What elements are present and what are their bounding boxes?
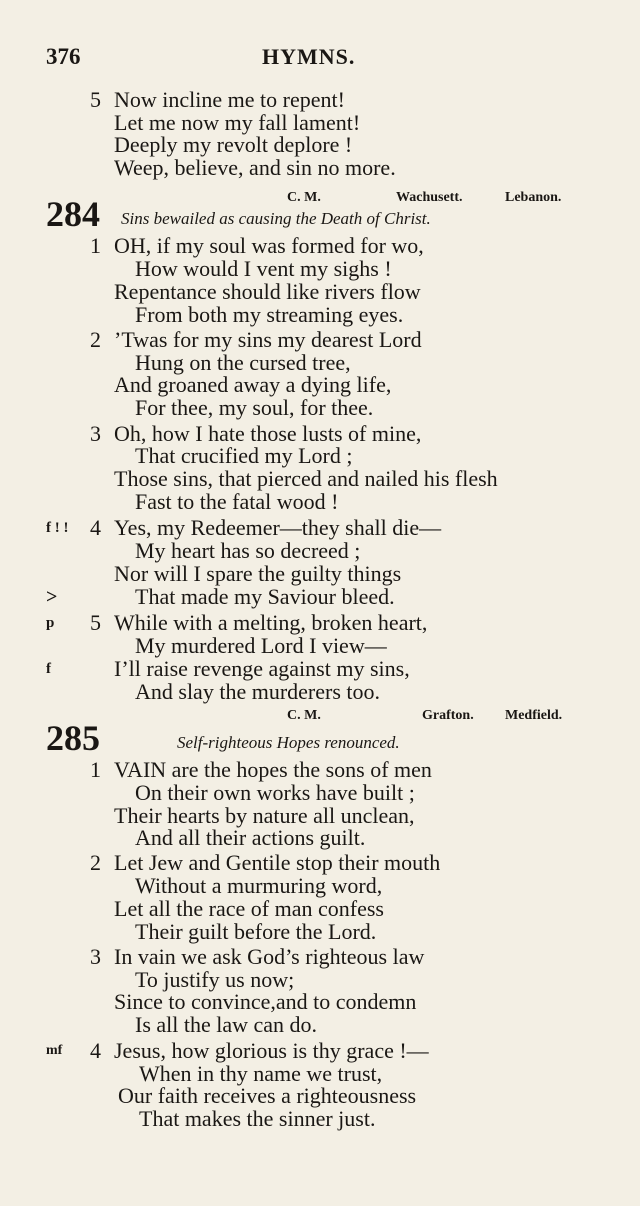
hymn-meter: C. M. bbox=[287, 708, 321, 723]
verse-number: 4 bbox=[90, 1038, 101, 1063]
hymn-tune: Wachusett. bbox=[396, 190, 463, 205]
verse-line: My heart has so decreed ; bbox=[135, 538, 361, 563]
verse-line: Fast to the fatal wood ! bbox=[135, 489, 339, 514]
verse-line: From both my streaming eyes. bbox=[135, 302, 404, 327]
verse-number: 1 bbox=[90, 233, 101, 258]
verse-line: My murdered Lord I view— bbox=[135, 633, 387, 658]
verse-line: Their guilt before the Lord. bbox=[135, 919, 377, 944]
verse-number: 5 bbox=[90, 87, 101, 112]
verse-line: Nor will I spare the guilty things bbox=[114, 561, 402, 586]
verse-number: 1 bbox=[90, 757, 101, 782]
page-number: 376 bbox=[46, 44, 81, 69]
verse-line: And groaned away a dying life, bbox=[114, 372, 392, 397]
verse-line: Weep, believe, and sin no more. bbox=[114, 155, 396, 180]
hymn-tune: Grafton. bbox=[422, 708, 474, 723]
verse-line: When in thy name we trust, bbox=[139, 1061, 383, 1086]
verse-line: Is all the law can do. bbox=[135, 1012, 318, 1037]
verse-line: That made my Saviour bleed. bbox=[135, 584, 395, 609]
dynamic-marking: mf bbox=[46, 1043, 63, 1058]
verse-line: Without a murmuring word, bbox=[135, 873, 383, 898]
verse-line: Their hearts by nature all unclean, bbox=[114, 803, 415, 828]
verse-number: 3 bbox=[90, 421, 101, 446]
verse-line: Those sins, that pierced and nailed his flesh bbox=[114, 466, 498, 491]
verse-line: Yes, my Redeemer—they shall die— bbox=[114, 515, 442, 540]
hymn-number: 284 bbox=[46, 194, 100, 234]
verse-line: How would I vent my sighs ! bbox=[135, 256, 392, 281]
verse-line: For thee, my soul, for thee. bbox=[135, 395, 374, 420]
verse-line: Let all the race of man confess bbox=[114, 896, 384, 921]
verse-line: Let Jew and Gentile stop their mouth bbox=[114, 850, 441, 875]
hymn-tune: Lebanon. bbox=[505, 190, 562, 205]
verse-line: VAIN are the hopes the sons of men bbox=[114, 757, 432, 782]
verse-line: That makes the sinner just. bbox=[139, 1106, 376, 1131]
dynamic-marking: f bbox=[46, 661, 51, 677]
hymn-subtitle: Sins bewailed as causing the Death of Christ. bbox=[121, 209, 431, 228]
verse-line: ’Twas for my sins my dearest Lord bbox=[114, 327, 422, 352]
verse-line: On their own works have built ; bbox=[135, 780, 415, 805]
verse-number: 3 bbox=[90, 944, 101, 969]
running-title: HYMNS. bbox=[262, 44, 356, 69]
verse-line: Deeply my revolt deplore ! bbox=[114, 132, 353, 157]
verse-line: I’ll raise revenge against my sins, bbox=[114, 656, 410, 681]
verse-line: Now incline me to repent! bbox=[114, 87, 345, 112]
hymn-meter: C. M. bbox=[287, 190, 321, 205]
verse-line: Oh, how I hate those lusts of mine, bbox=[114, 421, 422, 446]
verse-line: In vain we ask God’s righteous law bbox=[114, 944, 425, 969]
verse-line: OH, if my soul was formed for wo, bbox=[114, 233, 424, 258]
hymn-subtitle: Self-righteous Hopes renounced. bbox=[177, 733, 400, 752]
hymn-number: 285 bbox=[46, 718, 100, 758]
verse-line: Since to convince,and to condemn bbox=[114, 989, 417, 1014]
verse-number: 2 bbox=[90, 327, 101, 352]
verse-number: 2 bbox=[90, 850, 101, 875]
dynamic-marking: p bbox=[46, 615, 55, 631]
verse-line: And all their actions guilt. bbox=[135, 825, 366, 850]
verse-line: To justify us now; bbox=[135, 967, 295, 992]
verse-line: And slay the murderers too. bbox=[135, 679, 380, 704]
verse-line: Jesus, how glorious is thy grace !— bbox=[114, 1038, 429, 1063]
hymn-tune: Medfield. bbox=[505, 708, 563, 723]
verse-line: While with a melting, broken heart, bbox=[114, 610, 428, 635]
verse-line: Repentance should like rivers flow bbox=[114, 279, 421, 304]
verse-number: 5 bbox=[90, 610, 101, 635]
dynamic-marking: f ! ! bbox=[46, 520, 69, 536]
dynamic-marking: > bbox=[46, 586, 58, 608]
verse-number: 4 bbox=[90, 515, 101, 540]
verse-line: Let me now my fall lament! bbox=[114, 110, 361, 135]
verse-line: That crucified my Lord ; bbox=[135, 443, 353, 468]
verse-line: Our faith receives a righteousness bbox=[118, 1083, 417, 1108]
verse-line: Hung on the cursed tree, bbox=[135, 350, 351, 375]
